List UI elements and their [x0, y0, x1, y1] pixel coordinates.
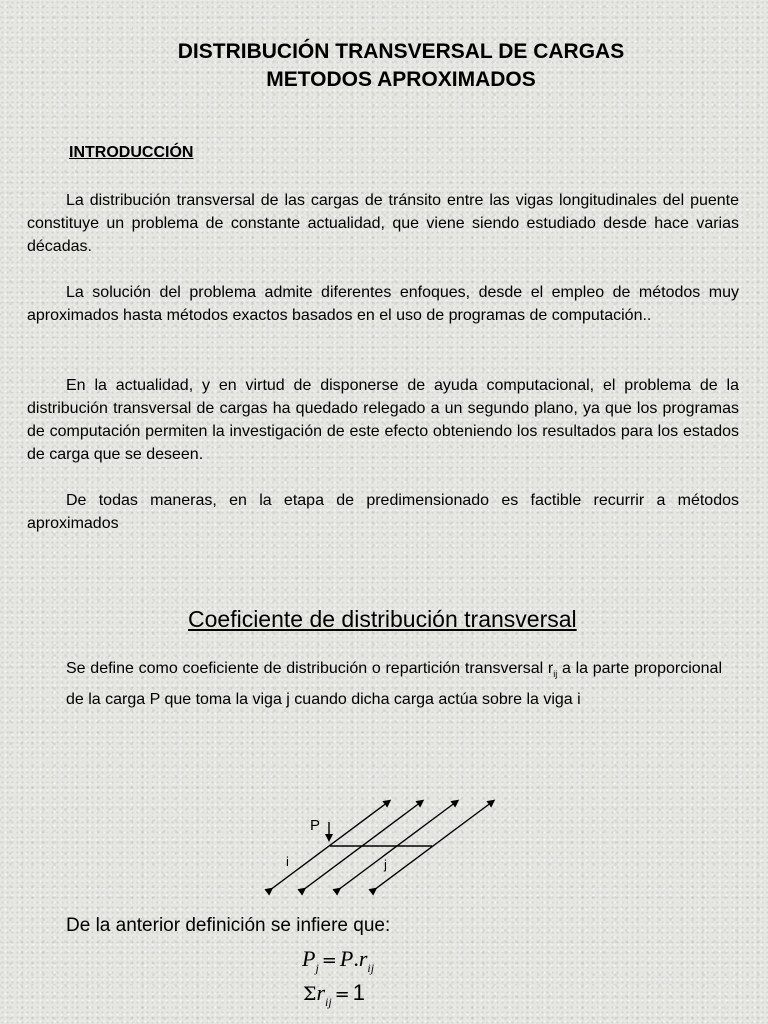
- beam-i-label: i: [286, 854, 289, 869]
- formula-sum-sub: ij: [325, 995, 332, 1009]
- formula-lhs-sub: j: [315, 961, 319, 975]
- formula-equals: =: [321, 950, 337, 971]
- formula-rhs-p: P: [339, 946, 354, 971]
- intro-paragraph-1: La distribución transversal de las cargas de tránsito entre las vigas longitudinales del puente constituye un problema de constante actualidad, que viene siendo estudiado desde hace varias décadas.: [27, 192, 739, 255]
- section-heading: Coeficiente de distribución transversal: [188, 606, 577, 632]
- formula-rhs-sub: ij: [367, 961, 375, 975]
- definition-paragraph: [66, 656, 722, 713]
- intro-paragraph-3: En la actualidad, y en virtud de disponerse de ayuda computacional, el problema de la distribución transversal de cargas ha quedado relegado a un segundo plano, ya que los programas de computación permiten la investigación de este efecto obteniendo los resultados para los estados de carga que se deseen.: [27, 377, 739, 463]
- title-line-1: DISTRIBUCIÓN TRANSVERSAL DE CARGAS: [177, 40, 625, 63]
- intro-paragraph-4: De todas maneras, en la etapa de predimensionado es factible recurrir a métodos aproximados: [27, 492, 739, 532]
- formula-sum-value: 1: [352, 980, 366, 1005]
- beam-diagram: [260, 790, 510, 900]
- intro-paragraph-2: La solución del problema admite diferentes enfoques, desde el empleo de métodos muy aproximados hasta métodos exactos basados en el uso de programas de computación..: [27, 284, 739, 324]
- formula-lhs: P: [302, 946, 316, 971]
- definition-subscript: ij: [553, 669, 558, 679]
- formula-rhs-r: r: [358, 946, 368, 971]
- beam-j-label: j: [384, 857, 387, 872]
- definition-text-2: a la parte proporcional de la carga P que toma la viga j cuando dicha carga actúa sobre la viga i: [66, 660, 722, 708]
- load-label: P: [310, 817, 321, 834]
- formula-sum: [303, 980, 365, 1010]
- document-title: [0, 38, 768, 94]
- inference-text: De la anterior definición se infiere que:: [66, 915, 391, 936]
- title-line-2: METODOS APROXIMADOS: [266, 68, 536, 91]
- definition-text-1: Se define como coeficiente de distribución o repartición transversal r: [66, 660, 554, 677]
- formula-load-share: [302, 946, 374, 976]
- formula-dot: .: [353, 946, 359, 971]
- formula-sum-var: r: [316, 980, 325, 1005]
- formula-sigma: Σ: [303, 983, 317, 1005]
- formula-sum-equals: =: [334, 984, 350, 1005]
- intro-heading: INTRODUCCIÓN: [69, 144, 194, 161]
